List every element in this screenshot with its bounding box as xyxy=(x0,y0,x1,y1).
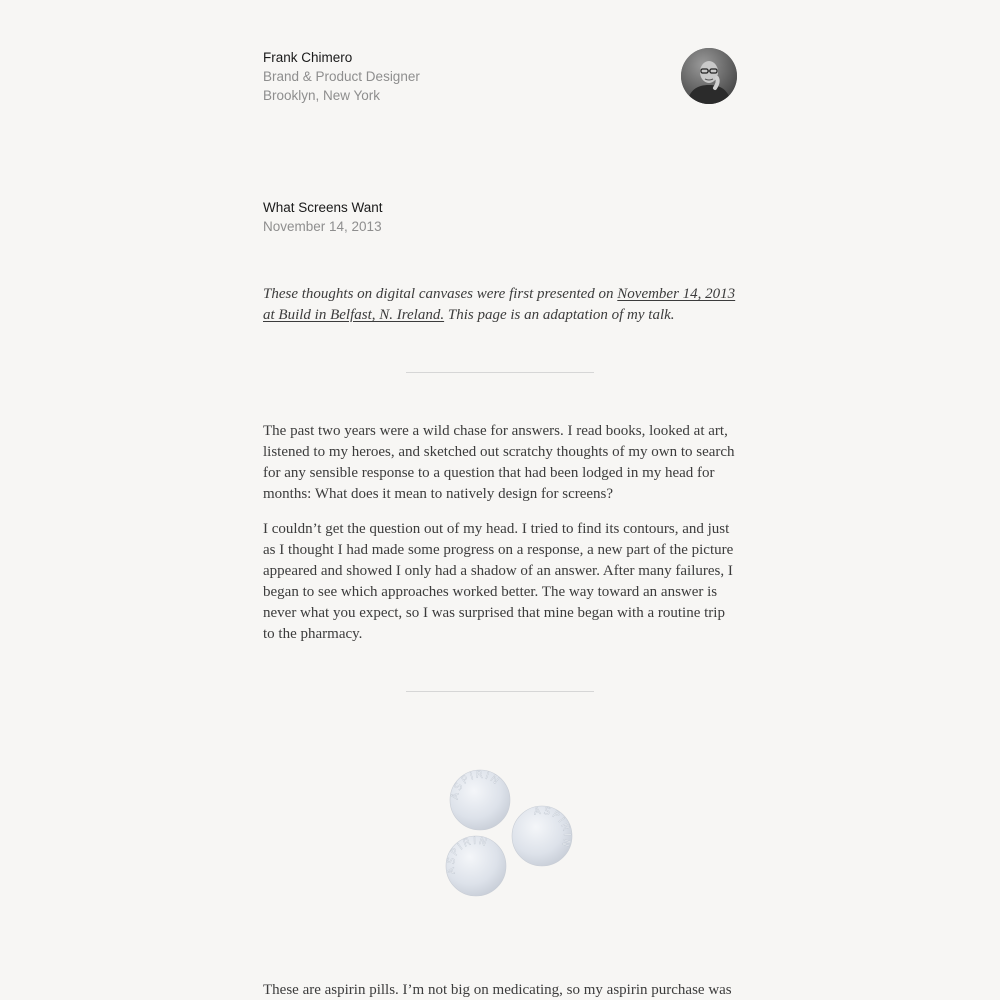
pill-imprint: ASPIRIN xyxy=(445,835,490,875)
pill-imprint: ASPIRIN xyxy=(449,769,503,801)
author-name[interactable]: Frank Chimero xyxy=(263,50,353,65)
post-title: What Screens Want xyxy=(263,200,383,215)
intro-note xyxy=(263,284,739,326)
article-body-continued xyxy=(263,980,739,1000)
site-header xyxy=(263,48,739,105)
intro-text-after: This page is an adaptation of my talk. xyxy=(444,307,675,323)
article-body xyxy=(263,421,739,659)
aspirin-image xyxy=(440,762,580,902)
talk-link[interactable]: November 14, 2013 at Build in Belfast, N. Ireland. xyxy=(263,286,736,323)
paragraph: I couldn’t get the question out of my head. I tried to find its contours, and just as I thought I had made some progress on a response, a new part of the picture appeared and showed I only had a shadow of an answer. After many failures, I began to see which approaches worked better. The way toward an answer is never what you expect, so I was surprised that mine began with a routine trip to the pharmacy. xyxy=(263,521,734,642)
section-divider xyxy=(406,691,594,692)
author-role: Brand & Product Designer xyxy=(263,69,420,84)
paragraph: These are aspirin pills. I’m not big on medicating, so my aspirin purchase was xyxy=(263,982,732,998)
avatar-portrait xyxy=(681,48,737,104)
pill-imprint: ASPIRIN xyxy=(533,805,573,850)
avatar[interactable] xyxy=(681,48,737,104)
author-location: Brooklyn, New York xyxy=(263,88,381,103)
paragraph: The past two years were a wild chase for answers. I read books, looked at art, listened to my heroes, and sketched out scratchy thoughts of my own to search for any sensible response to a question that had been lodged in my head for months: What does it mean to natively design for screens? xyxy=(263,423,735,502)
pill xyxy=(512,797,578,866)
section-divider xyxy=(406,372,594,373)
aspirin-pills-illustration xyxy=(440,762,580,902)
pill xyxy=(440,830,506,896)
post-header xyxy=(263,198,739,236)
pill xyxy=(450,770,510,830)
post-date: November 14, 2013 xyxy=(263,219,382,234)
intro-text-before: These thoughts on digital canvases were first presented on xyxy=(263,286,618,302)
